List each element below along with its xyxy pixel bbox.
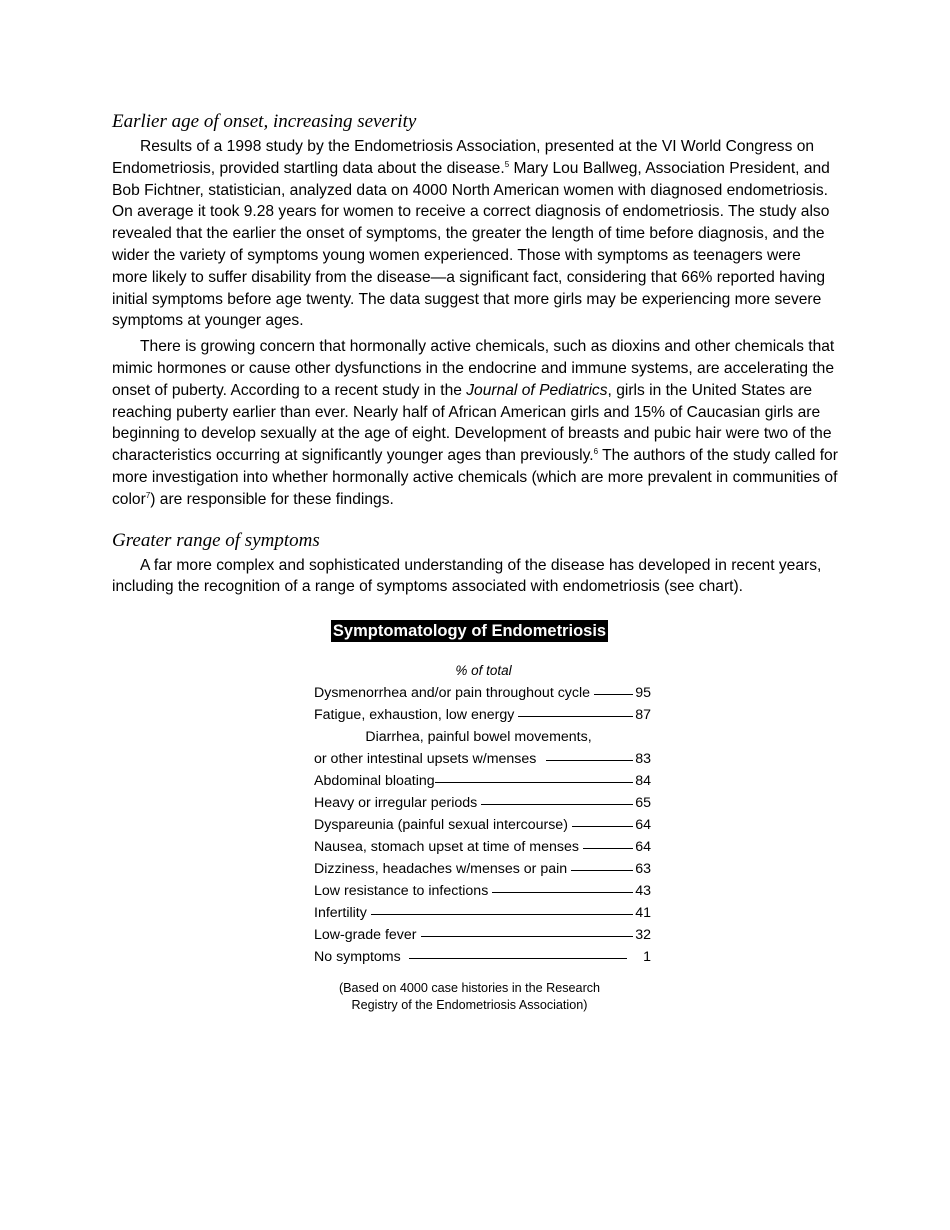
chart-row (314, 682, 651, 704)
paragraph-text: Mary Lou Ballweg, Association President, and Bob Fichtner, statistician, analyzed data on 4000 North American women with diagnosed endometriosis. On average it took 9.28 years for women to receive a correct diagnosis of endometriosis. The study also revealed that the earlier the onset of symptoms, the greater the length of time before diagnosis, and the wider the variety of symptoms young women experienced. Those with symptoms as teenagers were more likely to suffer disability from the disease—a significant fact, considering that 66% reported having initial symptoms before age twenty. The data suggest that more girls may be experiencing more severe symptoms at younger ages. (112, 159, 830, 330)
leader-line (594, 693, 633, 695)
leader-line (435, 781, 633, 783)
chart-row (314, 814, 651, 836)
leader-line (571, 869, 633, 871)
paragraph-text: , girls in the United States are reaching puberty earlier than ever. Nearly half of African American girls and 15% of Caucasian girls are beginning to develop sexually at the age of eight. Development of breasts and pubic hair were two of the characteristics occurring at significantly younger ages than previously. (112, 381, 832, 465)
journal-title: Journal of Pediatrics (466, 381, 608, 399)
row-value: 95 (635, 685, 651, 701)
chart-row (314, 748, 651, 770)
chart-row (314, 704, 651, 726)
row-value: 87 (635, 707, 651, 723)
row-value: 63 (635, 861, 651, 877)
paragraph-text: There is growing concern that hormonally active chemicals, such as dioxins and other chemicals that mimic hormones or cause other dysfunctions in the endocrine and immune systems, are accelerating the onset of puberty. According to a recent study in the (112, 338, 835, 399)
paragraph-text: ) are responsible for these findings. (150, 490, 394, 508)
row-value: 32 (635, 927, 651, 943)
chart-row (314, 858, 651, 880)
section-heading-symptoms: Greater range of symptoms (112, 529, 320, 551)
row-value: 65 (635, 795, 651, 811)
row-label: Low-grade fever (314, 927, 417, 943)
row-value: 64 (635, 839, 651, 855)
paragraph-text: A far more complex and sophisticated understanding of the disease has developed in recent years, including the recognition of a range of symptoms associated with endometriosis (see chart). (112, 556, 822, 596)
leader-line (518, 715, 633, 717)
row-value: 84 (635, 773, 651, 789)
row-value: 1 (643, 949, 651, 965)
chart-unit-label: % of total (455, 663, 512, 678)
paragraph-text: Results of a 1998 study by the Endometriosis Association, presented at the VI World Congress on Endometriosis, provided startling data about the disease. (112, 138, 815, 177)
row-label: or other intestinal upsets w/menses (314, 751, 537, 767)
footnote-ref: 6 (593, 447, 599, 457)
chart-row (314, 902, 651, 924)
footnote-ref: 7 (145, 490, 151, 500)
chart-footnote (301, 980, 638, 1014)
leader-line (409, 957, 627, 959)
row-label: Low resistance to infections (314, 883, 489, 899)
symptom-chart (314, 620, 651, 1014)
leader-line (546, 759, 633, 761)
row-value: 41 (635, 905, 651, 921)
leader-line (583, 847, 633, 849)
row-label-line1: Diarrhea, painful bowel movements, (365, 729, 592, 745)
row-value: 43 (635, 883, 651, 899)
row-label: Dysmenorrhea and/or pain throughout cycle (314, 685, 591, 701)
chart-row (314, 770, 651, 792)
row-label: Dizziness, headaches w/menses or pain (314, 861, 568, 877)
row-label: Dyspareunia (painful sexual intercourse) (314, 817, 568, 833)
footnote-line: Registry of the Endometriosis Association) (351, 998, 588, 1012)
chart-row (314, 792, 651, 814)
paragraph-study (112, 136, 840, 332)
footnote-ref: 5 (504, 159, 510, 169)
paragraph-text: The authors of the study called for more investigation into whether hormonally active chemicals (which are more prevalent in communities of color (112, 447, 838, 508)
row-label: Heavy or irregular periods (314, 795, 478, 811)
document-body (112, 110, 840, 602)
paragraph-chemicals (112, 336, 840, 510)
row-label: No symptoms (314, 949, 401, 965)
row-label: Infertility (314, 905, 367, 921)
section-heading-onset: Earlier age of onset, increasing severity (112, 111, 417, 132)
row-value: 64 (635, 817, 651, 833)
row-label: Abdominal bloating (314, 773, 435, 789)
leader-line (371, 913, 633, 915)
leader-line (492, 891, 633, 893)
chart-row (314, 880, 651, 902)
row-label: Nausea, stomach upset at time of menses (314, 839, 579, 855)
chart-title: Symptomatology of Endometriosis (332, 622, 607, 640)
leader-line (421, 935, 633, 937)
leader-line (481, 803, 633, 805)
chart-row (314, 924, 651, 946)
row-label: Fatigue, exhaustion, low energy (314, 707, 515, 723)
leader-line (572, 825, 633, 827)
chart-row (314, 836, 651, 858)
row-value: 83 (635, 751, 651, 767)
paragraph-symptoms (112, 555, 840, 599)
footnote-line: (Based on 4000 case histories in the Research (338, 981, 601, 995)
chart-row (314, 946, 651, 968)
